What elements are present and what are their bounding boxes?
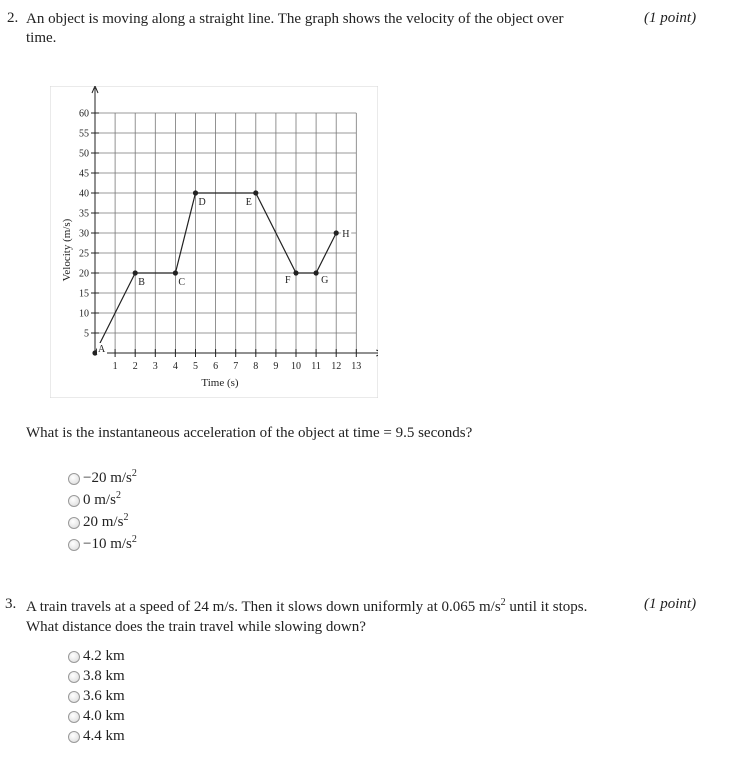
x-tick-label: 12 xyxy=(331,361,342,372)
x-tick-label: 8 xyxy=(253,361,259,372)
q3-option-5-label: 4.4 km xyxy=(83,728,125,744)
q3-option-1-label: 4.2 km xyxy=(83,648,125,664)
x-tick-label: 4 xyxy=(172,361,178,372)
q3-option-1[interactable] xyxy=(68,648,125,665)
radio-button[interactable] xyxy=(68,539,80,551)
question-3-points: (1 point) xyxy=(644,596,697,612)
q2-option-4[interactable] xyxy=(68,536,137,553)
q2-option-1-exp: 2 xyxy=(131,468,137,479)
point-label-c: C xyxy=(178,277,186,288)
y-tick-label: 25 xyxy=(79,248,89,260)
radio-button[interactable] xyxy=(68,517,80,529)
radio-button[interactable] xyxy=(68,671,80,683)
radio-button[interactable] xyxy=(68,731,80,743)
question-2-prompt: What is the instantaneous acceleration of the object at time = 9.5 seconds? xyxy=(26,425,473,441)
q2-option-1-value: −20 m/s xyxy=(83,470,132,486)
data-point-e xyxy=(253,190,258,195)
velocity-time-chart xyxy=(50,86,378,398)
q2-option-2-value: 0 m/s xyxy=(83,492,116,508)
y-tick-label: 15 xyxy=(79,288,89,300)
q2-option-1-label xyxy=(83,470,137,487)
y-tick-label: 35 xyxy=(79,208,89,220)
y-tick-label: 50 xyxy=(79,148,89,160)
y-tick-label: 5 xyxy=(84,328,89,340)
q3-option-4-label: 4.0 km xyxy=(83,708,125,724)
question-2-number: 2. xyxy=(7,10,19,26)
question-3-text-line1 xyxy=(26,598,587,617)
q2-option-3[interactable] xyxy=(68,514,128,531)
question-2-text-line1: An object is moving along a straight line. The graph shows the velocity of the object over xyxy=(26,11,564,27)
x-tick-label: 6 xyxy=(213,361,219,372)
question-3-text-line2: What distance does the train travel while slowing down? xyxy=(26,619,366,635)
point-label-e: E xyxy=(245,197,252,208)
x-tick-label: 1 xyxy=(112,361,118,372)
data-point-c xyxy=(173,270,178,275)
q2-option-2-exp: 2 xyxy=(115,490,121,501)
q3-option-5[interactable] xyxy=(68,728,125,745)
radio-button[interactable] xyxy=(68,711,80,723)
q2-option-4-exp: 2 xyxy=(131,534,137,545)
question-3-text-part1: A train travels at a speed of 24 m/s. Then it slows down uniformly at 0.065 m/s xyxy=(26,599,501,615)
point-label-d: D xyxy=(198,197,206,208)
data-point-g xyxy=(314,270,319,275)
point-label-g: G xyxy=(321,275,329,286)
data-point-a xyxy=(92,350,97,355)
y-tick-label: 55 xyxy=(79,128,89,140)
data-point-b xyxy=(133,270,138,275)
x-tick-label: 3 xyxy=(152,361,158,372)
point-label-a: A xyxy=(98,344,106,355)
y-axis-label: Velocity (m/s) xyxy=(61,218,73,282)
point-label-b: B xyxy=(138,277,145,288)
q3-option-4[interactable] xyxy=(68,708,125,725)
point-label-f: F xyxy=(285,275,291,286)
data-point-f xyxy=(293,270,298,275)
question-2-points: (1 point) xyxy=(644,10,697,26)
x-tick-label: 9 xyxy=(273,361,279,372)
x-tick-label: 5 xyxy=(193,361,198,372)
point-label-h: H xyxy=(342,229,350,240)
q2-option-4-value: −10 m/s xyxy=(83,536,132,552)
question-3-text-part2: until it stops. xyxy=(505,599,588,615)
x-tick-label: 11 xyxy=(311,361,321,372)
x-axis-label: Time (s) xyxy=(201,377,239,389)
q3-option-3[interactable] xyxy=(68,688,125,705)
q2-option-4-label xyxy=(83,536,137,553)
q2-option-1[interactable] xyxy=(68,470,137,487)
q2-option-3-exp: 2 xyxy=(123,512,129,523)
q2-option-2[interactable] xyxy=(68,492,121,509)
y-tick-label: 60 xyxy=(79,108,89,120)
chart-svg xyxy=(50,86,378,398)
chart-grid xyxy=(95,113,356,353)
q2-option-3-label xyxy=(83,514,128,531)
data-point-d xyxy=(193,190,198,195)
radio-button[interactable] xyxy=(68,495,80,507)
radio-button[interactable] xyxy=(68,473,80,485)
y-tick-label: 40 xyxy=(79,188,89,200)
x-tick-label: 13 xyxy=(351,361,362,372)
q3-option-2[interactable] xyxy=(68,668,125,685)
q2-option-3-value: 20 m/s xyxy=(83,514,124,530)
y-tick-label: 20 xyxy=(79,268,89,280)
data-point-h xyxy=(334,230,339,235)
radio-button[interactable] xyxy=(68,691,80,703)
question-3-text-exp: 2 xyxy=(500,597,506,608)
x-tick-label: 10 xyxy=(291,361,301,372)
question-3-number: 3. xyxy=(5,596,17,612)
q3-option-2-label: 3.8 km xyxy=(83,668,125,684)
y-tick-label: 45 xyxy=(79,168,89,180)
y-tick-label: 10 xyxy=(79,308,89,320)
question-2-text-line2: time. xyxy=(26,30,57,46)
y-tick-label: 30 xyxy=(79,228,89,240)
x-tick-label: 2 xyxy=(132,361,138,372)
x-tick-label: 7 xyxy=(233,361,239,372)
q2-option-2-label xyxy=(83,492,121,509)
q3-option-3-label: 3.6 km xyxy=(83,688,125,704)
radio-button[interactable] xyxy=(68,651,80,663)
chart-ticks xyxy=(79,109,361,373)
